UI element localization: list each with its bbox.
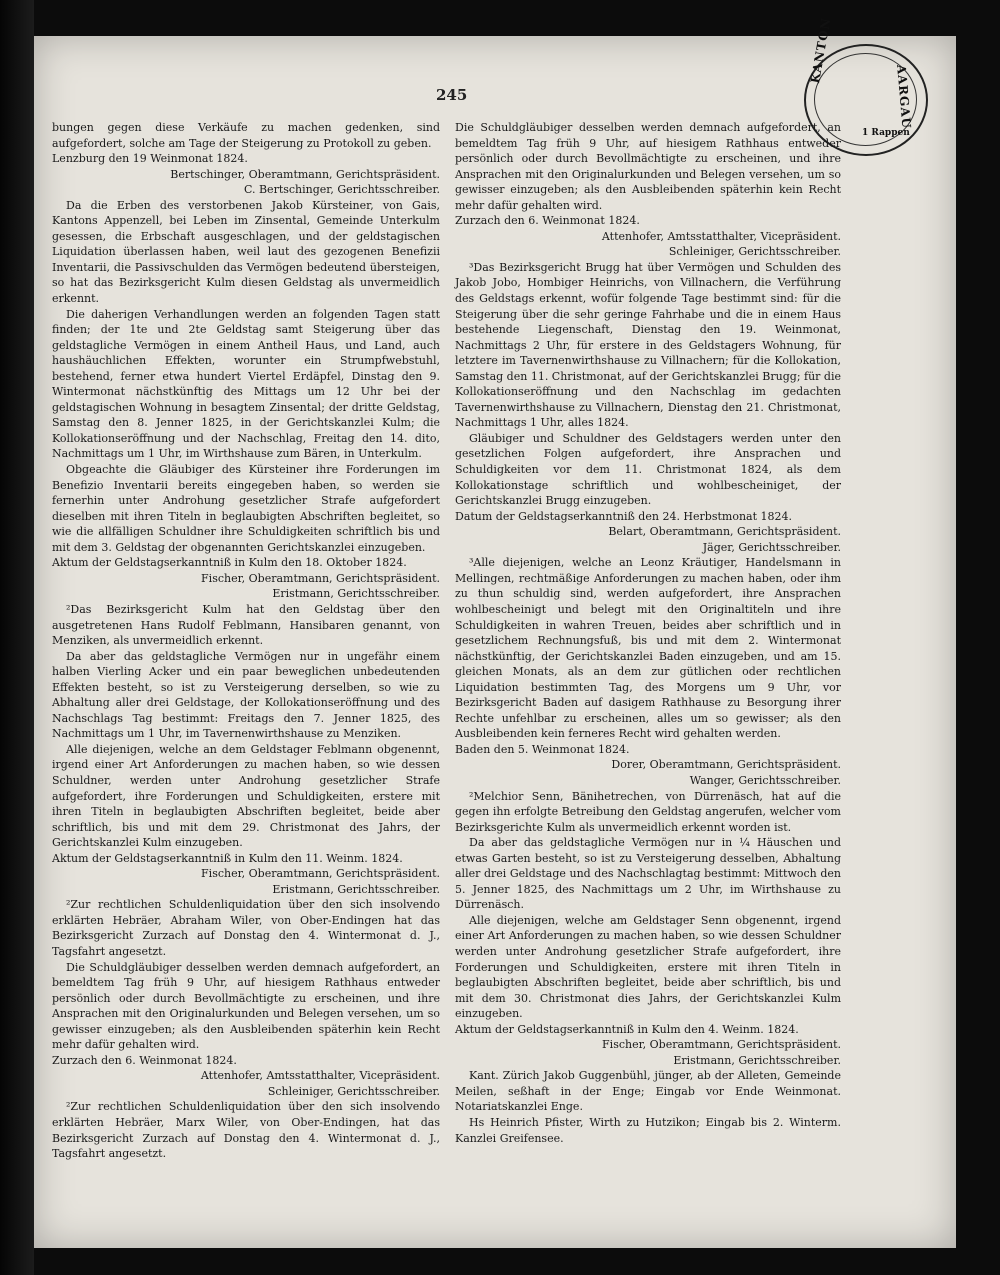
paragraph: Die Schuldgläubiger desselben werden demnach aufgefordert, an bemeldtem Tag früh 9 Uhr, auf hiesigem Rathhaus entweder persönlich oder durch Bevollmächtigte zu erscheinen, und ihre Ansprachen mit den Originalurkunden und Belegen versehen, um so gewisser einzugeben; als den Ausbleibenden späterhin kein Recht mehr dafür gehalten wird. bbox=[52, 960, 440, 1052]
scan-shadow bbox=[0, 0, 34, 1275]
signature-line: Eristmann, Gerichtsschreiber. bbox=[673, 1053, 841, 1067]
stamp-text-left: KANTON bbox=[808, 16, 834, 85]
date-line: Lenzburg den 19 Weinmonat 1824. bbox=[52, 152, 248, 166]
paragraph: Alle diejenigen, welche an dem Geldstager Feblmann obgenennt, irgend einer Art Anforderungen zu machen haben, so wie dessen Schuldner, werden unter Androhung gesetzlicher Strafe aufgefordert, ihre Forderungen und Schuldigkeiten, erstere mit ihren Titeln in beglaubigten Abschriften begleitet, beide aber schriftlich, bis und mit dem 29. Christmonat des Jahrs, der Gerichtskanzlei Kulm einzugeben. bbox=[52, 742, 440, 850]
paragraph: Gläubiger und Schuldner des Geldstagers werden unter den gesetzlichen Folgen aufgefordert, ihre Ansprachen und Schuldigkeiten vor dem 11. Christmonat 1824, als dem Kollokationstage schriftlich und wohlbescheiniget, der Gerichtskanzlei Brugg einzugeben. bbox=[455, 431, 841, 508]
date-line: Aktum der Geldstagserkanntniß in Kulm den 11. Weinm. 1824. bbox=[52, 851, 403, 865]
signature-line: Belart, Oberamtmann, Gerichtspräsident. bbox=[608, 525, 841, 539]
paragraph: ²Zur rechtlichen Schuldenliquidation über den sich insolvendo erklärten Hebräer, Marx Wiler, von Ober-Endingen, hat das Bezirksgericht Zurzach auf Donstag den 4. Wintermonat d. J., Tagsfahrt angesetzt. bbox=[52, 1100, 440, 1161]
paragraph: Da aber das geldstagliche Vermögen nur in ¼ Häuschen und etwas Garten besteht, so ist zu Versteigerung desselben, Abhaltung aller drei Geldstage und des Nachschlagtag bestimmt: Mittwoch den 5. Jenner 1825, des Nachmittags um 2 Uhr, im Wirthshause zu Dürrenäsch. bbox=[455, 836, 841, 912]
signature-line: Schleiniger, Gerichtsschreiber. bbox=[668, 245, 841, 259]
signature-line: Fischer, Oberamtmann, Gerichtspräsident. bbox=[201, 571, 440, 585]
paragraph: Da die Erben des verstorbenen Jakob Kürsteiner, von Gais, Kantons Appenzell, bei Leben im Zinsental, Gemeinde Unterkulm gesessen, die Erbschaft ausgeschlagen, und der geldstagischen Liquidation überlassen haben, weil laut des gezogenen Benefizii Inventarii, die Passivschulden das Vermögen bedeutend übersteigen, so hat das Bezirksgericht Kulm diesen Geldstag als unvermeidlich erkennt. bbox=[52, 198, 440, 306]
signature-line: Dorer, Oberamtmann, Gerichtspräsident. bbox=[611, 758, 841, 772]
paragraph: ³Das Bezirksgericht Brugg hat über Vermögen und Schulden des Jakob Jobo, Hombiger Heinrichs, von Villnachern, die Verführung des Geldstags erkennt, wofür folgende Tage bestimmt sind: für die Steigerung über die sehr geringe Fahrhabe und die in einem Haus bestehende Liegenschaft, Dienstag den 19. Weinmonat, Nachmittags 2 Uhr, für erstere in des Geldstagers Wohnung, für letztere im Tavernenwirthshause zu Villnachern; für die Kollokation, Samstag den 11. Christmonat, auf der Gerichtskanzlei Brugg; für die Kollokationseröffnung und den Nachschlag im gedachten Tavernenwirthshause zu Villnachern, Dienstag den 21. Christmonat, Nachmittags 1 Uhr, alles 1824. bbox=[455, 260, 841, 430]
right-column bbox=[455, 120, 841, 1146]
signature-line: Attenhofer, Amtsstatthalter, Vicepräsident. bbox=[200, 1069, 440, 1083]
date-line: Zurzach den 6. Weinmonat 1824. bbox=[52, 1053, 237, 1067]
left-column bbox=[52, 120, 440, 1162]
paragraph: ²Zur rechtlichen Schuldenliquidation über den sich insolvendo erklärten Hebräer, Abraham Wiler, von Ober-Endingen hat das Bezirksgericht Zurzach auf Donstag den 4. Wintermonat d. J., Tagsfahrt angesetzt. bbox=[52, 898, 440, 958]
paragraph: Da aber das geldstagliche Vermögen nur in ungefähr einem halben Vierling Acker und ein paar beweglichen unbedeutenden Effekten besteht, so ist zu Versteigerung derselben, so wie zu Abhaltung aller drei Geldstage, der Kollokationseröffnung und des Nachschlags Tag bestimmt: Freitags den 7. Jenner 1825, des Nachmittags um 1 Uhr, im Tavernenwirthshause zu Menziken. bbox=[52, 649, 440, 741]
signature-line: Wanger, Gerichtsschreiber. bbox=[689, 773, 841, 787]
signature-line: Bertschinger, Oberamtmann, Gerichtspräsident. bbox=[170, 167, 440, 181]
signature-line: C. Bertschinger, Gerichtsschreiber. bbox=[243, 183, 440, 197]
signature-line: Fischer, Oberamtmann, Gerichtspräsident. bbox=[201, 867, 440, 881]
paragraph: Alle diejenigen, welche am Geldstager Senn obgenennt, irgend einer Art Anforderungen zu machen haben, so wie dessen Schuldner werden unter Androhung gesetzlicher Strafe aufgefordert, ihre Forderungen und Schuldigkeiten, erstere mit ihren Titeln in beglaubigten Abschriften begleitet, beide aber schriftlich, bis und mit dem 30. Christmonat dies Jahrs, der Gerichtskanzlei Kulm einzugeben. bbox=[455, 913, 841, 1021]
paragraph: Kant. Zürich Jakob Guggenbühl, jünger, ab der Alleten, Gemeinde Meilen, seßhaft in der Enge; Eingab vor Ende Weinmonat. Notariatskanzlei Enge. bbox=[455, 1069, 841, 1114]
paragraph: Hs Heinrich Pfister, Wirth zu Hutzikon; Eingab bis 2. Winterm. Kanzlei Greifensee. bbox=[455, 1116, 841, 1145]
date-line: Zurzach den 6. Weinmonat 1824. bbox=[455, 214, 640, 228]
signature-line: Schleiniger, Gerichtsschreiber. bbox=[267, 1084, 440, 1098]
signature-line: Eristmann, Gerichtsschreiber. bbox=[272, 587, 440, 601]
stamp-text-right: AARGAU bbox=[894, 64, 914, 130]
signature-line: Attenhofer, Amtsstatthalter, Vicepräsident. bbox=[601, 229, 841, 243]
paragraph: ³Alle diejenigen, welche an Leonz Kräutiger, Handelsmann in Mellingen, rechtmäßige Anforderungen zu machen haben, oder ihm zu thun schuldig sind, werden aufgefordert, ihre Ansprachen wohlbescheinigt und belegt mit den Originaltiteln und ihre Schuldigkeiten in wahren Treuen, beides aber schriftlich und in gesetzlichem Rechnungsfuß, bis und mit dem 2. Wintermonat nächstkünftig, der Gerichtskanzlei Baden einzugeben, und am 15. gleichen Monats, als an dem zur gütlichen oder rechtlichen Liquidation bestimmten Tag, des Morgens um 9 Uhr, vor Bezirksgericht Baden auf dasigem Rathhause zu Besorgung ihrer Rechte unfehlbar zu erscheinen, alles um so gewisser; als den Ausbleibenden kein ferneres Recht wird gehalten werden. bbox=[455, 556, 841, 741]
stamp-value: 1 Rappen bbox=[862, 128, 910, 138]
paragraph: bungen gegen diese Verkäufe zu machen gedenken, sind aufgefordert, solche am Tage der Steigerung zu Protokoll zu geben. bbox=[52, 121, 440, 150]
date-line: Baden den 5. Weinmonat 1824. bbox=[455, 742, 630, 756]
paragraph: ²Das Bezirksgericht Kulm hat den Geldstag über den ausgetretenen Hans Rudolf Feblmann, Hansibaren genannt, von Menziken, als unvermeidlich erkennt. bbox=[52, 602, 440, 648]
date-line: Aktum der Geldstagserkanntniß in Kulm den 4. Weinm. 1824. bbox=[455, 1022, 799, 1036]
date-line: Aktum der Geldstagserkanntniß in Kulm den 18. Oktober 1824. bbox=[52, 556, 407, 570]
signature-line: Eristmann, Gerichtsschreiber. bbox=[272, 882, 440, 896]
paragraph: Die daherigen Verhandlungen werden an folgenden Tagen statt finden; der 1te und 2te Geldstag samt Steigerung über das geldstagliche Vermögen in einem Antheil Haus, und Land, auch haushäuchlichen Effekten, worunter ein Strumpfwebstuhl, bestehend, ferner etwa hundert Viertel Erdäpfel, Dinstag den 9. Wintermonat nächstkünftig des Mittags um 12 Uhr bei der geldstagischen Wohnung in besagtem Zinsental; der dritte Geldstag, Samstag den 8. Jenner 1825, in der Gerichtskanzlei Kulm; die Kollokationseröffnung und der Nachschlag, Freitag den 14. dito, Nachmittags um 1 Uhr, im Wirthshause zum Bären, in Unterkulm. bbox=[52, 307, 440, 461]
paragraph: Die Schuldgläubiger desselben werden demnach aufgefordert, an bemeldtem Tag früh 9 Uhr, auf hiesigem Rathhaus entweder persönlich oder durch Bevollmächtigte zu erscheinen, und ihre Ansprachen mit den Originalurkunden und Belegen versehen, um so gewisser einzugeben; als den Ausbleibenden späterhin kein Recht mehr dafür gehalten wird. bbox=[455, 121, 841, 212]
signature-line: Jäger, Gerichtsschreiber. bbox=[702, 540, 841, 554]
paragraph: Obgeachte die Gläubiger des Kürsteiner ihre Forderungen im Benefizio Inventarii bereits eingegeben haben, so werden sie fernerhin unter Androhung gesetzlicher Strafe aufgefordert dieselben mit ihren Titeln in beglaubigten Abschriften begleitet, so wie die allfälligen Schuldner ihre Schuldigkeiten schriftlich bis und mit dem 3. Geldstag der obgenannten Gerichtskanzlei einzugeben. bbox=[52, 463, 440, 554]
paragraph: ²Melchior Senn, Bänihetrechen, von Dürrenäsch, hat auf die gegen ihn erfolgte Betreibung den Geldstag angerufen, welcher vom Bezirksgerichte Kulm als unvermeidlich erkennt worden ist. bbox=[455, 789, 841, 834]
signature-line: Fischer, Oberamtmann, Gerichtspräsident. bbox=[602, 1038, 841, 1052]
page-number: 245 bbox=[436, 86, 468, 104]
date-line: Datum der Geldstagserkanntniß den 24. Herbstmonat 1824. bbox=[455, 509, 793, 523]
